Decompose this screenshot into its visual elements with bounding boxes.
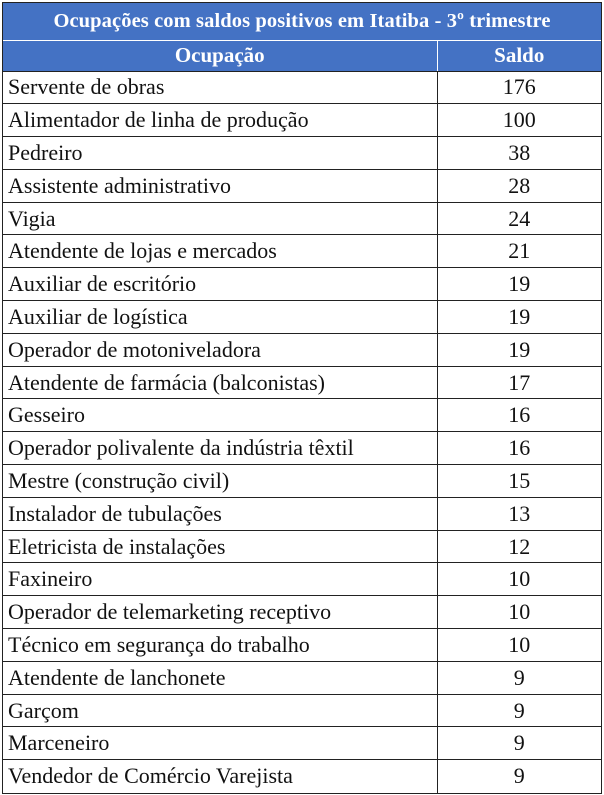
cell-saldo: 176 bbox=[437, 71, 601, 104]
table-row bbox=[3, 268, 601, 301]
cell-saldo: 24 bbox=[437, 202, 601, 235]
cell-saldo: 10 bbox=[437, 563, 601, 596]
cell-saldo: 16 bbox=[437, 399, 601, 432]
table-row bbox=[3, 563, 601, 596]
table-row bbox=[3, 301, 601, 334]
table-row bbox=[3, 727, 601, 760]
cell-saldo: 15 bbox=[437, 465, 601, 498]
cell-saldo: 19 bbox=[437, 333, 601, 366]
column-header-saldo: Saldo bbox=[437, 40, 601, 71]
cell-saldo: 100 bbox=[437, 104, 601, 137]
table-row bbox=[3, 399, 601, 432]
table-row bbox=[3, 366, 601, 399]
cell-occupation: Auxiliar de logística bbox=[3, 301, 437, 334]
table-body bbox=[3, 71, 601, 793]
cell-occupation: Operador de telemarketing receptivo bbox=[3, 596, 437, 629]
cell-occupation: Servente de obras bbox=[3, 71, 437, 104]
table-row bbox=[3, 104, 601, 137]
table-row bbox=[3, 497, 601, 530]
cell-occupation: Alimentador de linha de produção bbox=[3, 104, 437, 137]
cell-saldo: 17 bbox=[437, 366, 601, 399]
cell-occupation: Vigia bbox=[3, 202, 437, 235]
cell-saldo: 9 bbox=[437, 694, 601, 727]
cell-occupation: Instalador de tubulações bbox=[3, 497, 437, 530]
cell-occupation: Atendente de farmácia (balconistas) bbox=[3, 366, 437, 399]
cell-saldo: 10 bbox=[437, 629, 601, 662]
table-row bbox=[3, 694, 601, 727]
table-row bbox=[3, 629, 601, 662]
table-row bbox=[3, 760, 601, 793]
cell-occupation: Marceneiro bbox=[3, 727, 437, 760]
table-row bbox=[3, 432, 601, 465]
data-table bbox=[3, 3, 601, 793]
table-row bbox=[3, 596, 601, 629]
cell-saldo: 10 bbox=[437, 596, 601, 629]
cell-saldo: 38 bbox=[437, 137, 601, 170]
cell-saldo: 28 bbox=[437, 169, 601, 202]
cell-saldo: 12 bbox=[437, 530, 601, 563]
cell-occupation: Operador polivalente da indústria têxtil bbox=[3, 432, 437, 465]
occupations-table bbox=[2, 2, 602, 794]
cell-occupation: Pedreiro bbox=[3, 137, 437, 170]
cell-saldo: 9 bbox=[437, 661, 601, 694]
cell-occupation: Operador de motoniveladora bbox=[3, 333, 437, 366]
cell-occupation: Mestre (construção civil) bbox=[3, 465, 437, 498]
cell-occupation: Faxineiro bbox=[3, 563, 437, 596]
cell-occupation: Eletricista de instalações bbox=[3, 530, 437, 563]
header-row bbox=[3, 40, 601, 71]
table-row bbox=[3, 137, 601, 170]
cell-occupation: Vendedor de Comércio Varejista bbox=[3, 760, 437, 793]
cell-saldo: 19 bbox=[437, 301, 601, 334]
column-header-occupation: Ocupação bbox=[3, 40, 437, 71]
title-row bbox=[3, 3, 601, 40]
cell-occupation: Gesseiro bbox=[3, 399, 437, 432]
cell-saldo: 13 bbox=[437, 497, 601, 530]
cell-occupation: Técnico em segurança do trabalho bbox=[3, 629, 437, 662]
cell-occupation: Atendente de lanchonete bbox=[3, 661, 437, 694]
cell-saldo: 16 bbox=[437, 432, 601, 465]
cell-occupation: Atendente de lojas e mercados bbox=[3, 235, 437, 268]
cell-saldo: 9 bbox=[513, 763, 525, 789]
cell-saldo: 9 bbox=[437, 727, 601, 760]
table-row bbox=[3, 465, 601, 498]
cell-occupation: Garçom bbox=[3, 694, 437, 727]
cell-saldo: 21 bbox=[437, 235, 601, 268]
table-title: Ocupações com saldos positivos em Itatiba - 3º trimestre bbox=[3, 3, 601, 40]
table-row bbox=[3, 661, 601, 694]
table-row bbox=[3, 202, 601, 235]
cell-occupation: Assistente administrativo bbox=[3, 169, 437, 202]
table-row bbox=[3, 333, 601, 366]
table-row bbox=[3, 530, 601, 563]
cell-saldo: 19 bbox=[437, 268, 601, 301]
cell-occupation: Auxiliar de escritório bbox=[3, 268, 437, 301]
table-row bbox=[3, 71, 601, 104]
table-row bbox=[3, 169, 601, 202]
table-row bbox=[3, 235, 601, 268]
